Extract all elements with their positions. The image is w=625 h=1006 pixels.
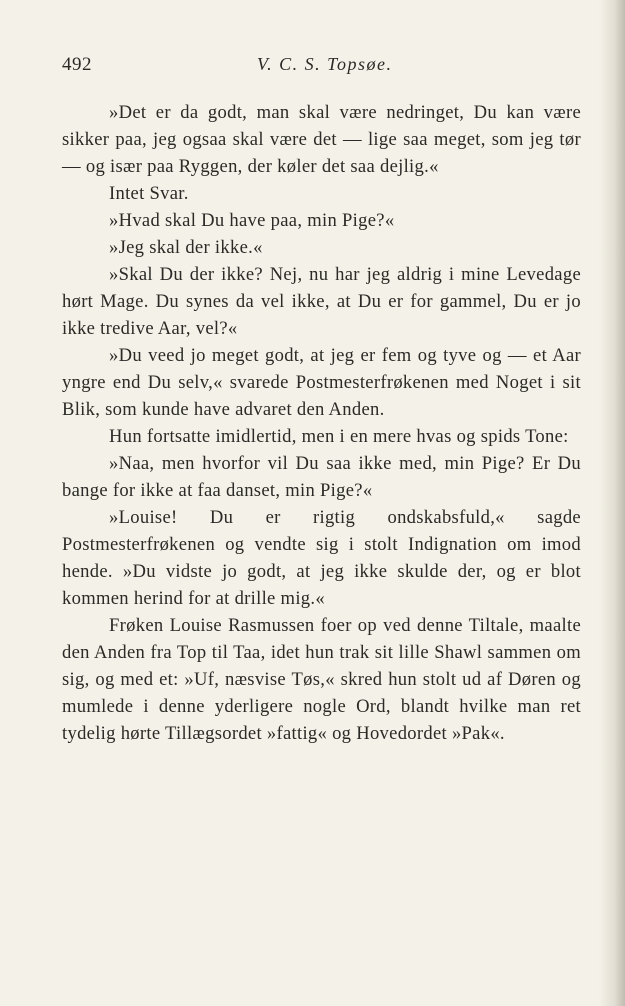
running-title: V. C. S. Topsøe.: [257, 54, 393, 74]
paragraph: »Det er da godt, man skal være nedringet, Du kan være sikker paa, jeg ogsaa skal være det — lige saa meget, som jeg tør — og især paa Ryggen, der køler det saa dejlig.«: [62, 102, 581, 177]
paragraph: Frøken Louise Rasmussen foer op ved denne Tiltale, maalte den Anden fra Top til Taa, idet hun trak sit lille Shawl sammen om sig, og med et: »Uf, næsvise Tøs,« skred hun stolt ud af Døren og mumlede i denne yderligere nogle Ord, blandt hvilke man ret tydelig hørte Tillægsordet »fattig« og Hovedordet »Pak«.: [62, 615, 581, 744]
paragraph: Intet Svar.: [109, 183, 189, 204]
paragraph: »Louise! Du er rigtig ondskabsfuld,« sagde Postmesterfrøkenen og vendte sig i stolt Indignation om imod hende. »Du vidste jo godt, at jeg ikke skulde der, og er blot kommen herind for at drille mig.«: [62, 507, 581, 609]
paragraph: »Naa, men hvorfor vil Du saa ikke med, min Pige? Er Du bange for ikke at faa danset, min Pige?«: [62, 453, 581, 501]
paragraph: »Jeg skal der ikke.«: [109, 237, 263, 258]
page-number: 492: [62, 54, 92, 75]
page-edge-shadow: [599, 0, 625, 1006]
paragraph: »Du veed jo meget godt, at jeg er fem og tyve og — et Aar yngre end Du selv,« svarede Postmesterfrøkenen med Noget i sit Blik, som kunde have advaret den Anden.: [62, 345, 581, 420]
body-text: [62, 99, 581, 747]
running-head: [62, 54, 582, 80]
paragraph: Hun fortsatte imidlertid, men i en mere hvas og spids Tone:: [109, 426, 569, 447]
paragraph: »Hvad skal Du have paa, min Pige?«: [109, 210, 395, 231]
paragraph: »Skal Du der ikke? Nej, nu har jeg aldrig i mine Levedage hørt Mage. Du synes da vel ikke, at Du er for gammel, Du er jo ikke tredive Aar, vel?«: [62, 264, 581, 339]
